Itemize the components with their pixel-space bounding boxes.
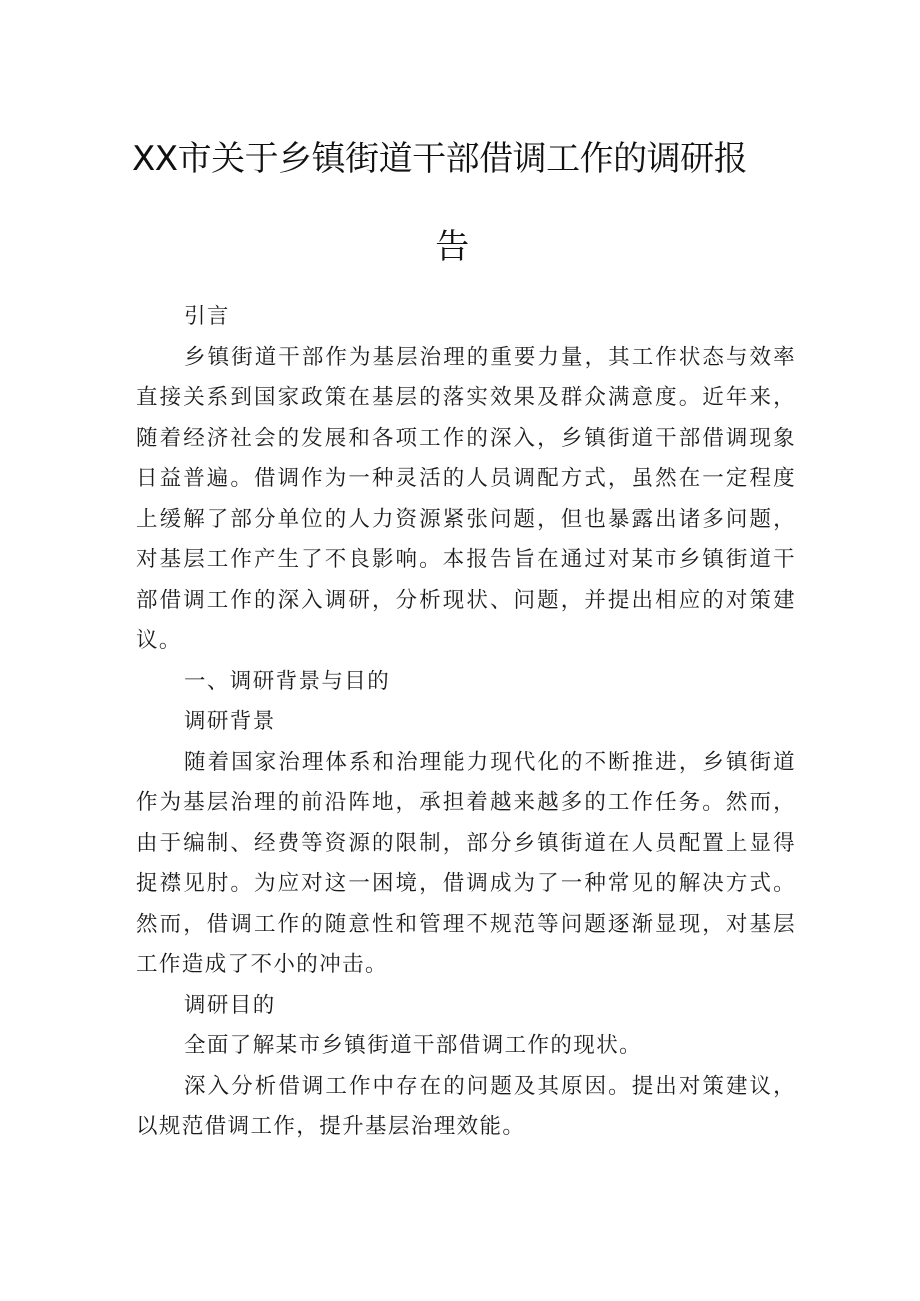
document-title bbox=[132, 130, 792, 276]
document-body bbox=[136, 297, 796, 1148]
background-heading: 调研背景 bbox=[184, 709, 276, 734]
purpose-item-1: 全面了解某市乡镇街道干部借调工作的现状。 bbox=[184, 1033, 643, 1058]
intro-paragraph: 乡镇街道干部作为基层治理的重要力量，其工作状态与效率直接关系到国家政策在基层的落实效果及群众满意度。近年来，随着经济社会的发展和各项工作的深入，乡镇街道干部借调现象日益普遍。借调作为一种灵活的人员调配方式，虽然在一定程度上缓解了部分单位的人力资源紧张问题，但也暴露出诸多问题，对基层工作产生了不良影响。本报告旨在通过对某市乡镇街道干部借调工作的深入调研，分析现状、问题，并提出相应的对策建议。 bbox=[136, 344, 796, 653]
section-1-heading: 一、调研背景与目的 bbox=[184, 668, 391, 694]
purpose-heading: 调研目的 bbox=[184, 992, 276, 1018]
background-paragraph: 随着国家治理体系和治理能力现代化的不断推进，乡镇街道作为基层治理的前沿阵地，承担着越来越多的工作任务。然而，由于编制、经费等资源的限制，部分乡镇街道在人员配置上显得捉襟见肘。为应对这一困境，借调成为了一种常见的解决方式。然而，借调工作的随意性和管理不规范等问题逐渐显现，对基层工作造成了不小的冲击。 bbox=[136, 749, 796, 977]
title-line-1: XX市关于乡镇街道干部借调工作的调研报 bbox=[132, 139, 748, 179]
intro-heading: 引言 bbox=[184, 304, 230, 329]
title-line-2: 告 bbox=[435, 227, 469, 267]
purpose-item-2: 深入分析借调工作中存在的问题及其原因。提出对策建议，以规范借调工作，提升基层治理效能。 bbox=[136, 1073, 796, 1139]
